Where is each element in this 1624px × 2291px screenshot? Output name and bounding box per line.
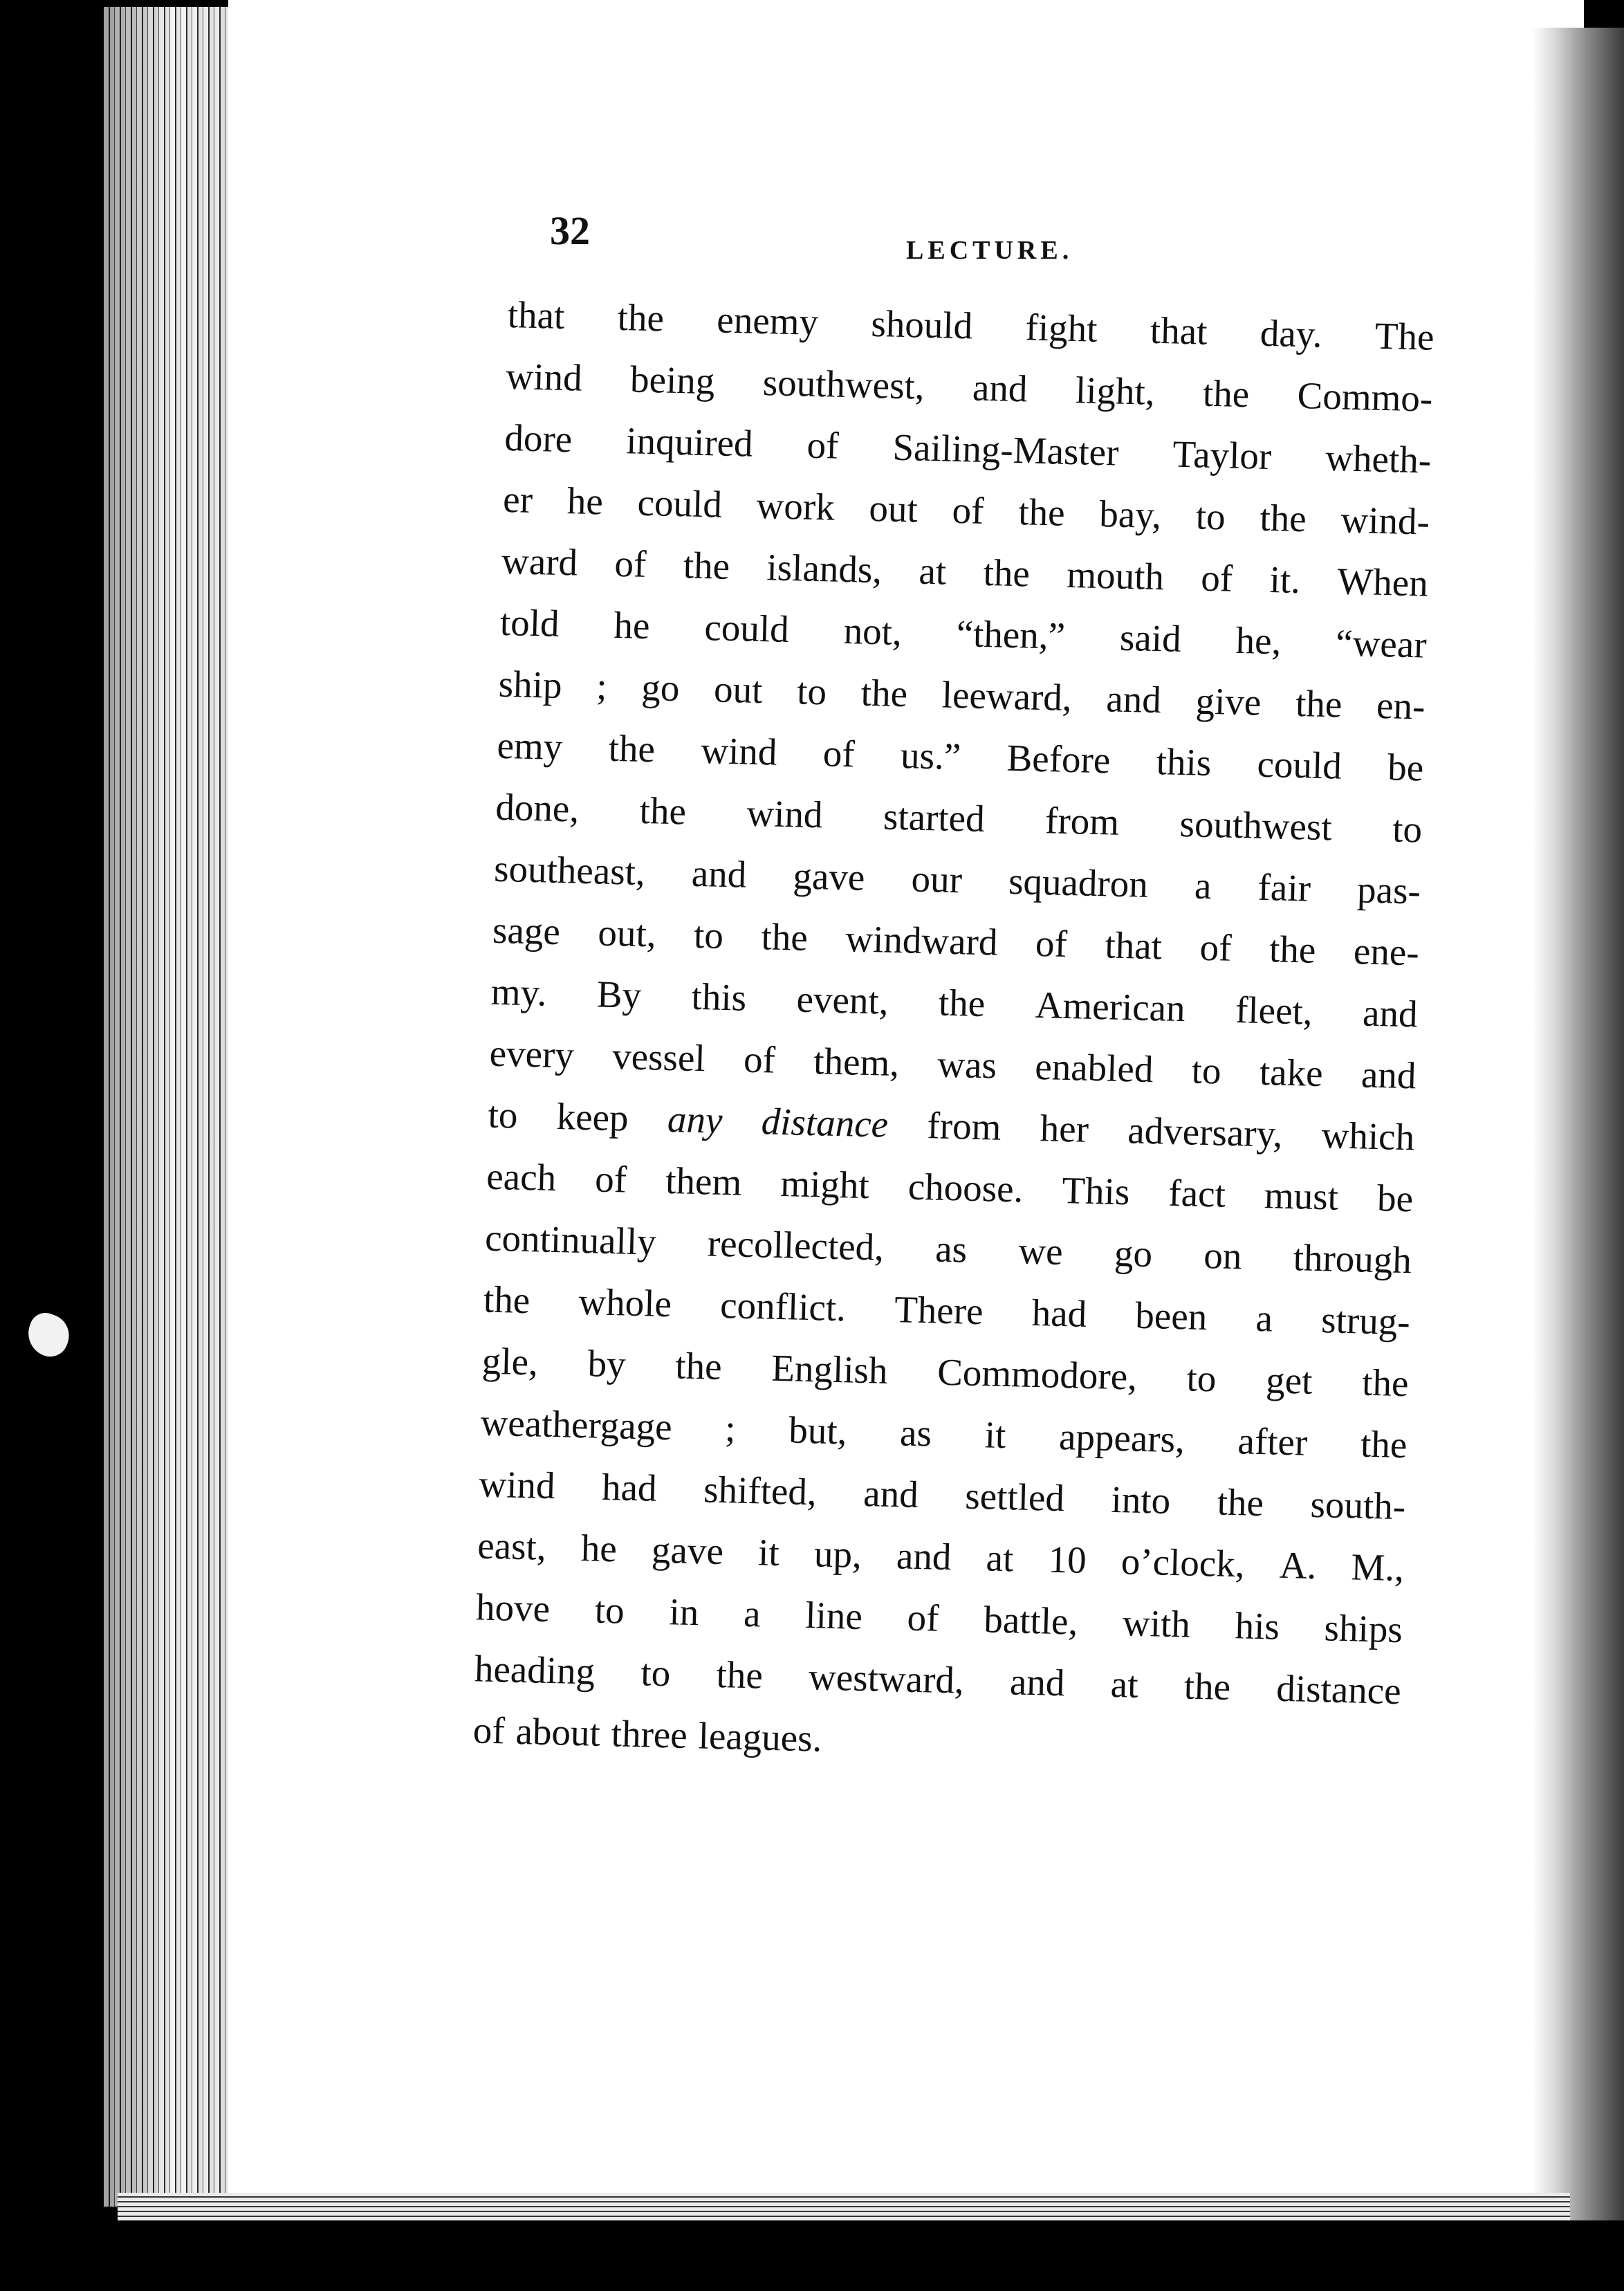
text-line: my. By this event, the American fleet, and [490,970,1419,1036]
text-line: the whole conflict. There had been a strug- [483,1278,1411,1343]
text-line: ward of the islands, at the mouth of it. When [501,539,1429,605]
running-head: LECTURE. [906,236,1073,265]
binding-shadow [1532,28,1624,2220]
text-line: continually recollected, as we go on through [484,1216,1412,1282]
bottom-page-edges [118,2193,1570,2220]
text-line: emy the wind of us.” Before this could be [496,724,1424,789]
page-number: 32 [550,208,590,253]
text-line: wind being southwest, and light, the Commo- [505,354,1434,420]
text-line: east, he gave it up, and at 10 o’clock, A. M., [477,1524,1405,1590]
text-line: weathergage ; but, as it appears, after the [480,1401,1408,1466]
text-line: southeast, and gave our squadron a fair pas- [493,847,1421,912]
text-line: dore inquired of Sailing-Master Taylor wheth- [504,416,1432,481]
text-line: to keep any distance from her adversary, which [487,1093,1415,1159]
text-line: sage out, to the windward of that of the ene- [492,908,1420,974]
text-line: er he could work out of the bay, to the wind- [502,477,1430,543]
text-line: ship ; go out to the leeward, and give the en- [498,662,1426,728]
text-line: each of them might choose. This fact must be [486,1154,1414,1220]
text-line: that the enemy should fight that day. The [507,293,1435,358]
text-line: heading to the westward, and at the distance [474,1647,1402,1713]
text-line: told he could not, “then,” said he, “wear [499,600,1428,666]
body-text [472,284,1435,1783]
text-line: every vessel of them, was enabled to take and [489,1031,1417,1097]
text-line: wind had shifted, and settled into the south- [478,1462,1406,1528]
text-line: hove to in a line of battle, with his ships [475,1585,1403,1651]
text-line: gle, by the English Commodore, to get the [481,1339,1410,1405]
text-line: of about three leagues. [472,1709,823,1760]
text-line: done, the wind started from southwest to [495,785,1423,851]
